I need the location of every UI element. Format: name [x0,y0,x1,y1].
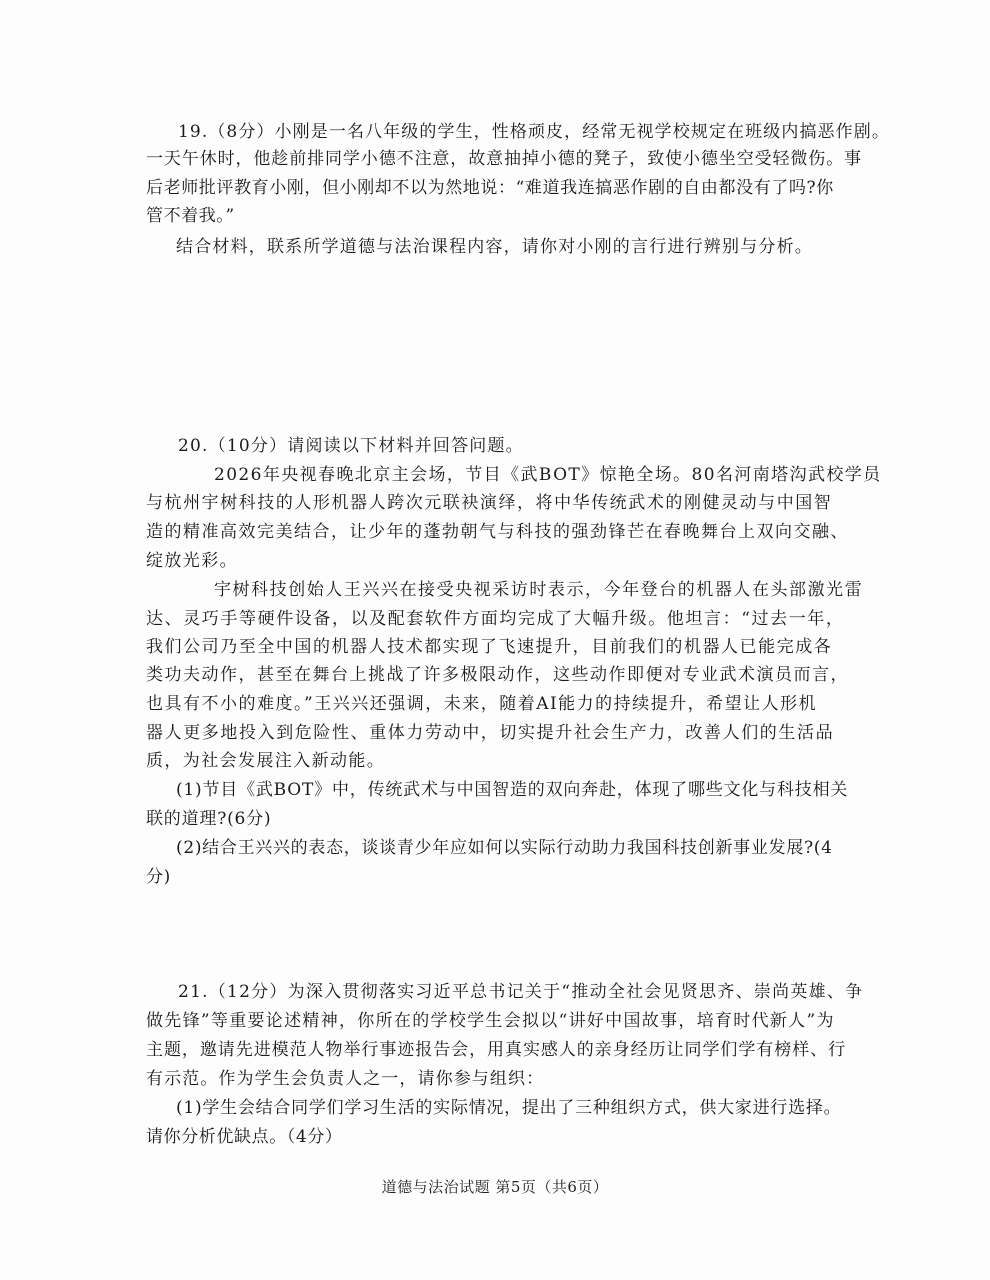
q20-line-5: 绽放光彩。 [146,551,238,571]
q20-line-11: 器人更多地投入到危险性、重体力劳动中，切实提升社会生产力，改善人们的生活品 [146,723,835,743]
q20-line-7: 达、灵巧手等硬件设备，以及配套软件方面均完成了大幅升级。他坦言：“过去一年， [146,609,845,629]
q20-line-10: 也具有不小的难度。”王兴兴还强调，未来，随着AI能力的持续提升，希望让人形机 [146,694,818,714]
q21-subq-1-line-1: (1)学生会结合同学们学习生活的实际情况，提出了三种组织方式，供大家进行选择。 [176,1098,842,1118]
q20-line-2: 2026年央视春晚北京主会场，节目《武BOT》惊艳全场。80名河南塔沟武校学员 [214,465,882,485]
q20-line-3: 与杭州宇树科技的人形机器人跨次元联袂演绎，将中华传统武术的刚健灵动与中国智 [146,493,833,513]
q20-line-12: 质，为社会发展注入新动能。 [146,751,386,771]
q20-subq-1-line-2: 联的道理?(6分) [146,809,272,829]
q20-subq-2-line-1: (2)结合王兴兴的表态，谈谈青少年应如何以实际行动助力我国科技创新事业发展?(4 [176,838,833,858]
q21-line-1: 21.（12分）为深入贯彻落实习近平总书记关于“推动全社会见贤思齐、崇尚英雄、争 [178,982,864,1002]
q20-title: 20.（10分）请阅读以下材料并回答问题。 [178,436,524,456]
q21-subq-1-line-2: 请你分析优缺点。（4分） [146,1127,343,1147]
q19-line-4: 管不着我。” [146,206,235,226]
q20-line-8: 我们公司乃至全中国的机器人技术都实现了飞速提升，目前我们的机器人已能完成各 [146,637,833,657]
q19-line-5: 结合材料，联系所学道德与法治课程内容，请你对小刚的言行进行辨别与分析。 [176,237,813,257]
q20-line-9: 类功夫动作，甚至在舞台上挑战了许多极限动作，这些动作即便对专业武术演员而言， [146,665,849,685]
q19-line-2: 一天午休时，他趁前排同学小德不注意，故意抽掉小德的凳子，致使小德坐空受轻微伤。事 [146,149,862,169]
q20-subq-2-line-2: 分) [146,867,171,887]
q19-line-3: 后老师批评教育小刚，但小刚却不以为然地说：“难道我连搞恶作剧的自由都没有了吗?你 [146,178,834,198]
q21-line-4: 有示范。作为学生会负责人之一，请你参与组织： [146,1069,545,1089]
q20-line-6: 宇树科技创始人王兴兴在接受央视采访时表示，今年登台的机器人在头部激光雷 [214,580,864,600]
q21-line-2: 做先锋”等重要论述精神，你所在的学校学生会拟以“讲好中国故事，培育时代新人”为 [146,1011,835,1031]
q20-subq-1-line-1: (1)节目《武BOT》中，传统武术与中国智造的双向奔赴，体现了哪些文化与科技相关 [176,780,849,800]
q20-line-4: 造的精准高效完美结合，让少年的蓬勃朝气与科技的强劲锋芒在春晚舞台上双向交融、 [146,522,849,542]
page-footer: 道德与法治试题 第5页（共6页） [381,1178,609,1196]
q19-line-1: 19.（8分）小刚是一名八年级的学生，性格顽皮，经常无视学校规定在班级内搞恶作剧。 [178,122,890,142]
q21-line-3: 主题，邀请先进模范人物举行事迹报告会，用真实感人的亲身经历让同学们学有榜样、行 [146,1040,847,1060]
